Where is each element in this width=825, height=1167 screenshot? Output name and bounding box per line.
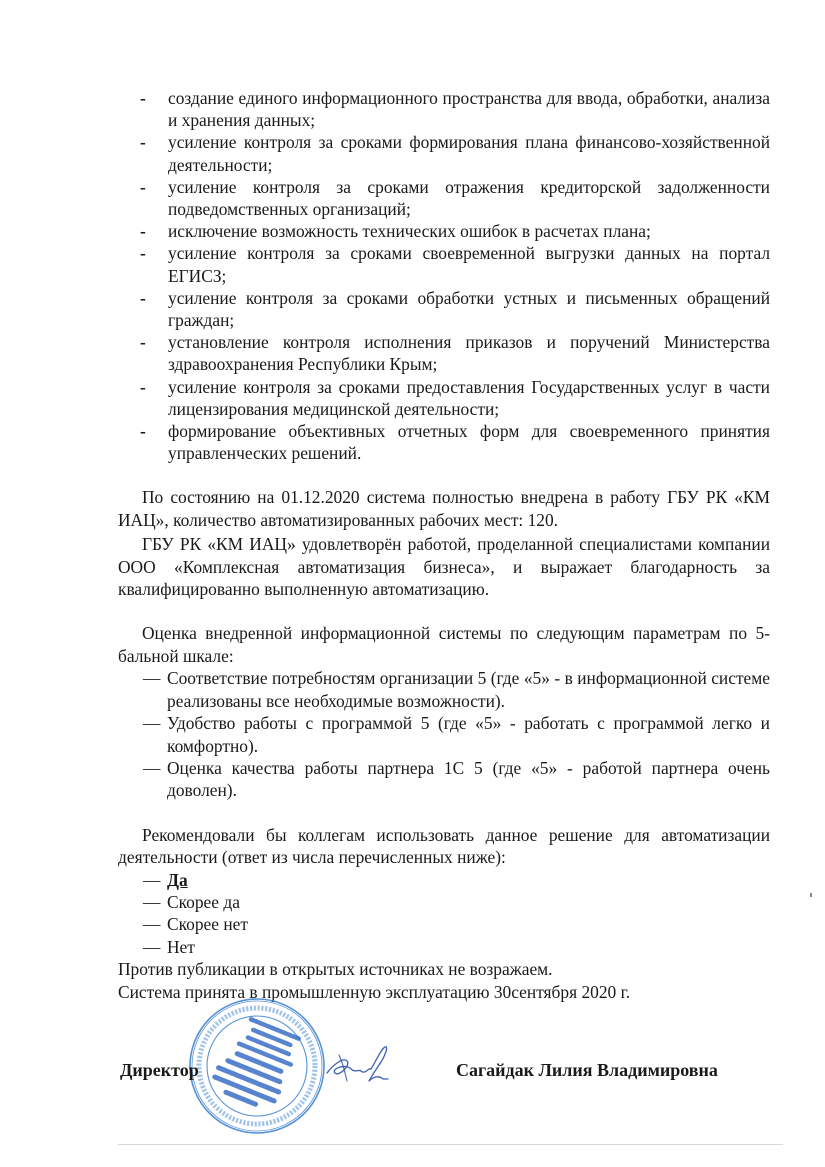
- list-item: - усиление контроля за сроками формирования плана финансово-хозяйственной деятельности;: [140, 132, 770, 175]
- emdash-bullet: —: [143, 936, 161, 957]
- acceptance-note: Система принята в промышленную эксплуатацию 30сентября 2020 г.: [118, 981, 631, 1002]
- option-no: — Нет: [143, 936, 195, 957]
- emdash-bullet: —: [143, 668, 161, 689]
- emdash-bullet: —: [143, 891, 161, 912]
- option-rather-yes: — Скорее да: [143, 891, 240, 912]
- dash-bullet: -: [140, 243, 146, 264]
- document-body: [118, 87, 770, 1003]
- list-item: - исключение возможность технических ошибок в расчетах плана;: [140, 221, 651, 242]
- status-paragraph: По состоянию на 01.12.2020 система полностью внедрена в работу ГБУ РК «КМ ИАЦ», количество автоматизированных рабочих мест: 120.: [118, 487, 770, 530]
- emdash-bullet: —: [143, 914, 161, 935]
- signatory-title: Директор: [120, 1060, 199, 1080]
- dash-bullet: -: [140, 376, 146, 397]
- dash-bullet: -: [140, 176, 146, 197]
- list-item: - формирование объективных отчетных форм для своевременного принятия управленческих решений.: [140, 421, 770, 464]
- emdash-bullet: —: [143, 757, 161, 778]
- dash-bullet: -: [140, 221, 146, 242]
- scan-edge-line: [118, 1144, 783, 1145]
- signatory-name: Сагайдак Лилия Владимировна: [456, 1060, 718, 1080]
- goals-list: [140, 87, 770, 464]
- scan-speck: [810, 893, 812, 897]
- emdash-bullet: —: [143, 713, 161, 734]
- recommend-intro: Рекомендовали бы коллегам использовать данное решение для автоматизации деятельности (ответ из числа перечисленных ниже):: [118, 824, 770, 868]
- rating-intro: Оценка внедренной информационной системы по следующим параметрам по 5-бальной шкале:: [118, 623, 770, 666]
- list-item: - установление контроля исполнения приказов и поручений Министерства здравоохранения Республики Крым;: [140, 332, 770, 375]
- dash-bullet: -: [140, 287, 146, 308]
- dash-bullet: -: [140, 332, 146, 353]
- list-item: - усиление контроля за сроками отражения кредиторской задолженности подведомственных организаций;: [140, 176, 770, 220]
- list-item: - создание единого информационного пространства для ввода, обработки, анализа и хранения данных;: [140, 88, 770, 131]
- rating-item: — Удобство работы с программой 5 (где «5» - работать с программой легко и комфортно).: [143, 713, 770, 756]
- rating-item: — Соответствие потребностям организации 5 (где «5» - в информационной системе реализованы все необходимые возможности).: [143, 668, 770, 711]
- dash-bullet: -: [140, 132, 146, 153]
- list-item: - усиление контроля за сроками своевременной выгрузки данных на портал ЕГИСЗ;: [140, 243, 770, 286]
- dash-bullet: -: [140, 88, 146, 108]
- rating-item: — Оценка качества работы партнера 1С 5 (где «5» - работой партнера очень доволен).: [143, 757, 770, 801]
- option-rather-no: — Скорее нет: [143, 914, 248, 935]
- ratings-list: [143, 667, 770, 801]
- emdash-bullet: —: [143, 869, 161, 890]
- dash-bullet: -: [140, 421, 146, 442]
- signature-block: [120, 1059, 780, 1085]
- list-item: - усиление контроля за сроками обработки устных и письменных обращений граждан;: [140, 287, 770, 331]
- list-item: - усиление контроля за сроками предоставления Государственных услуг в части лицензирования медицинской деятельности;: [140, 376, 770, 419]
- option-yes: — Да: [143, 869, 188, 890]
- recommend-options: [143, 869, 770, 959]
- thanks-paragraph: ГБУ РК «КМ ИАЦ» удовлетворён работой, проделанной специалистами компании ООО «Комплексная автоматизация бизнеса», и выражает благодарность за квалифицированно выполненную автоматизацию.: [118, 534, 770, 600]
- publication-consent: Против публикации в открытых источниках не возражаем.: [118, 959, 553, 980]
